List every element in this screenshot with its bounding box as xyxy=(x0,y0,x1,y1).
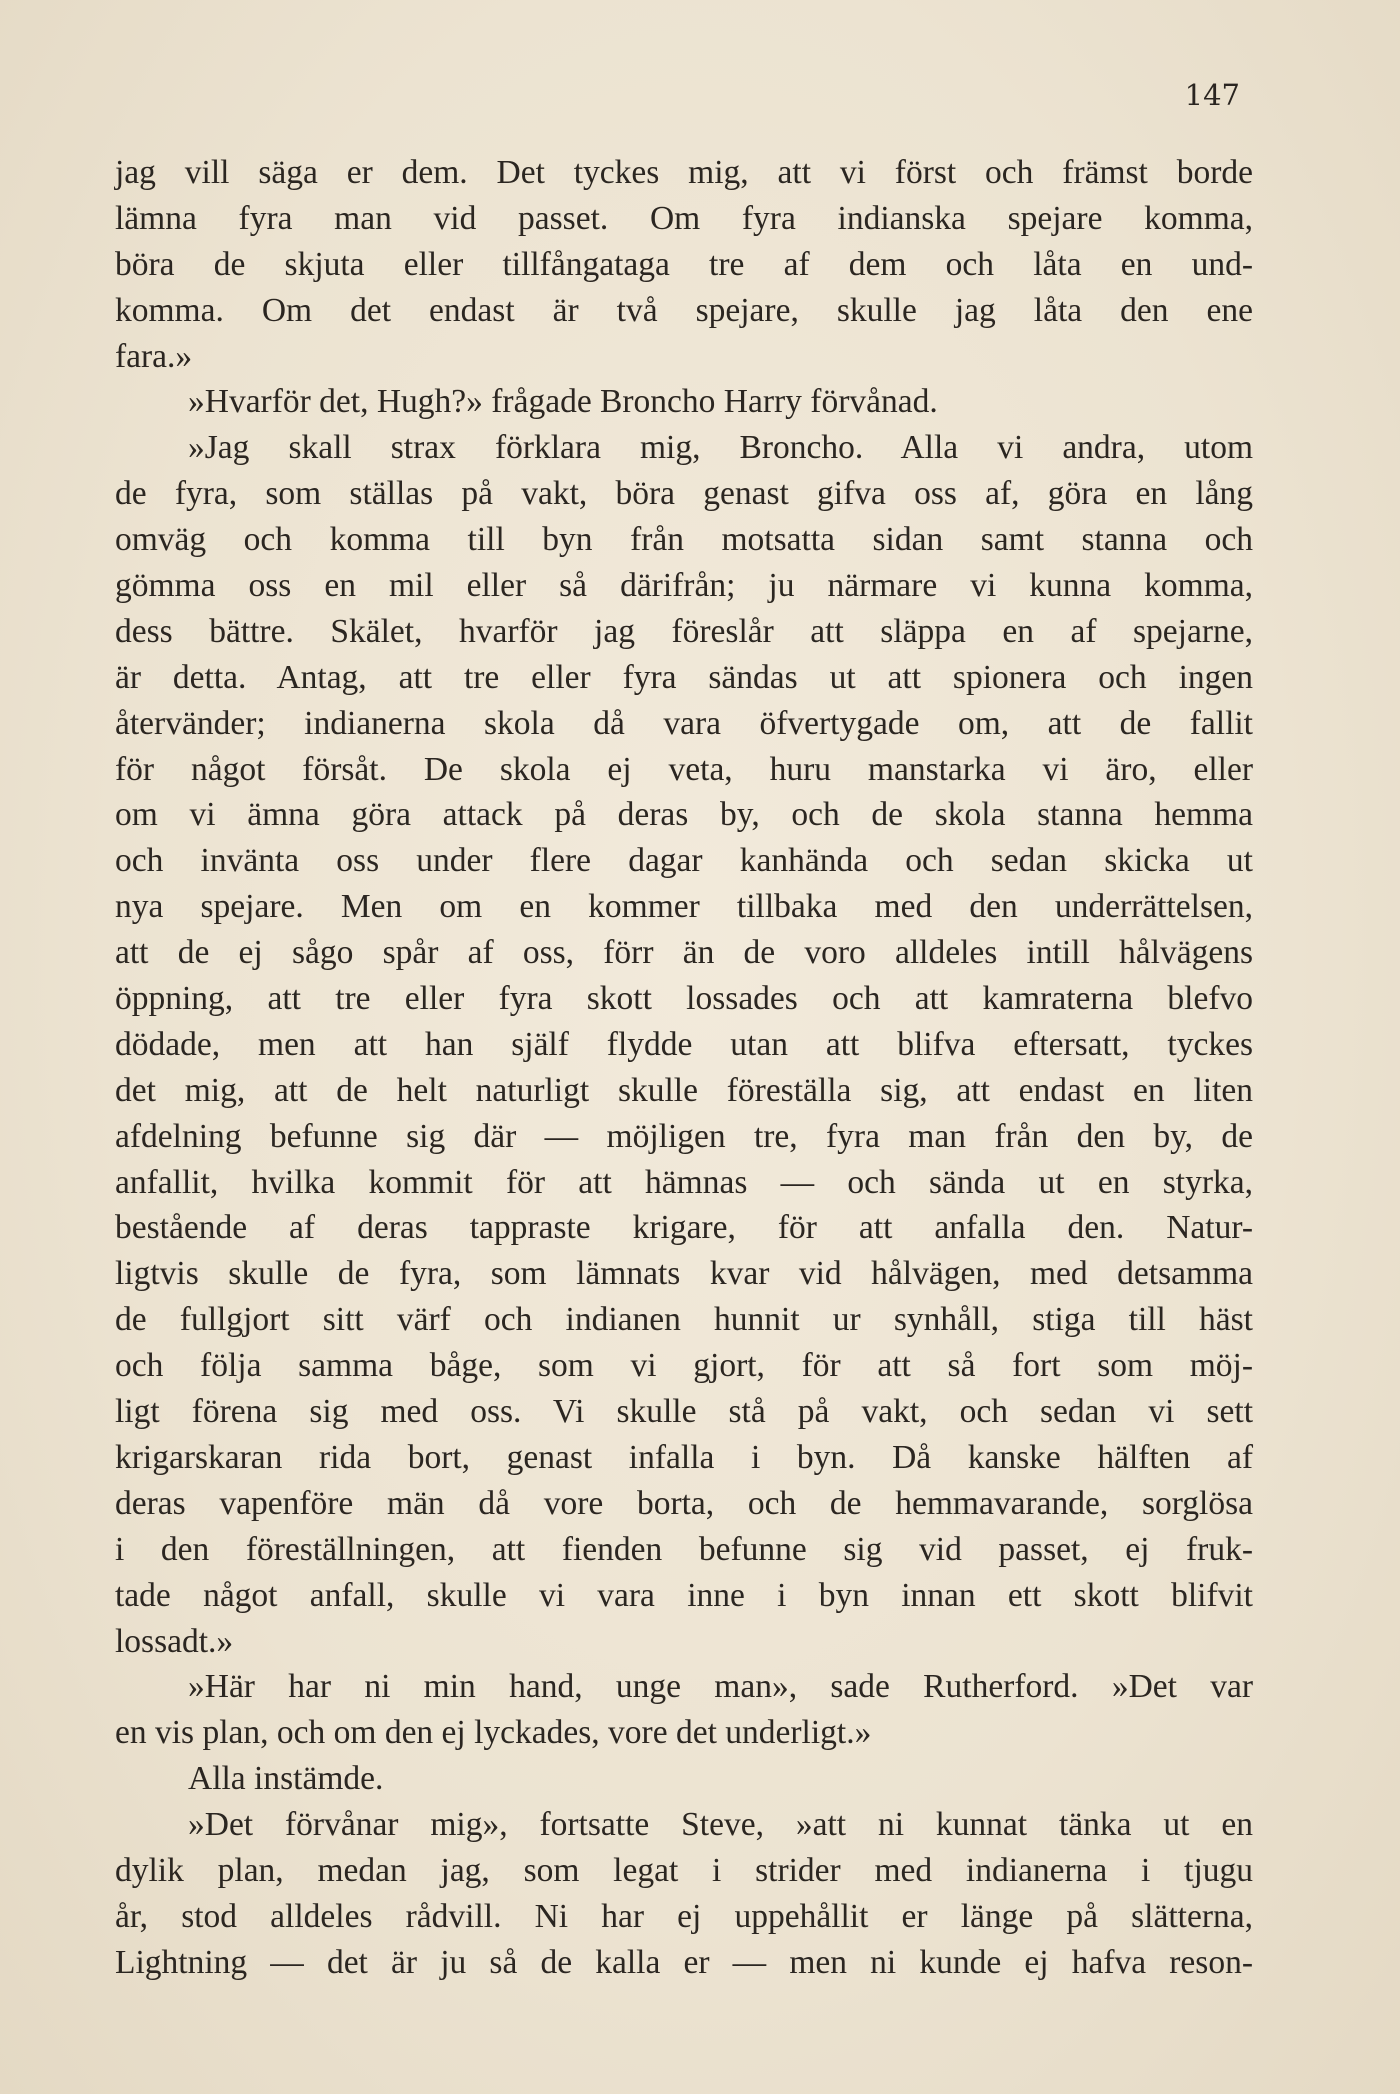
text-line: i den föreställningen, att fienden befunne sig vid passet, ej fruk- xyxy=(115,1530,1253,1568)
text-line: en vis plan, och om den ej lyckades, vore det underligt.» xyxy=(115,1714,872,1752)
text-line: om vi ämna göra attack på deras by, och de skola stanna hemma xyxy=(115,796,1253,834)
text-line: för något försåt. De skola ej veta, huru manstarka vi äro, eller xyxy=(115,750,1253,788)
text-line: dödade, men att han själf flydde utan att blifva eftersatt, tyckes xyxy=(115,1025,1253,1063)
text-line: anfallit, hvilka kommit för att hämnas — och sända ut en styrka, xyxy=(115,1163,1253,1201)
text-line: Alla instämde. xyxy=(188,1760,384,1798)
text-line: nya spejare. Men om en kommer tillbaka med den underrättelsen, xyxy=(115,888,1253,926)
text-line: bestående af deras tappraste krigare, för att anfalla den. Natur- xyxy=(115,1209,1253,1247)
text-line: gömma oss en mil eller så därifrån; ju närmare vi kunna komma, xyxy=(115,567,1253,605)
text-line: och invänta oss under flere dagar kanhända och sedan skicka ut xyxy=(115,842,1253,880)
text-line: »Jag skall strax förklara mig, Broncho. Alla vi andra, utom xyxy=(188,429,1253,467)
text-line: ligtvis skulle de fyra, som lämnats kvar vid hålvägen, med detsamma xyxy=(115,1255,1253,1293)
text-line: »Det förvånar mig», fortsatte Steve, »att ni kunnat tänka ut en xyxy=(188,1806,1253,1844)
text-line: Lightning — det är ju så de kalla er — men ni kunde ej hafva reson- xyxy=(115,1943,1253,1981)
text-line: lämna fyra man vid passet. Om fyra indianska spejare komma, xyxy=(115,199,1253,237)
page-number: 147 xyxy=(1184,78,1240,112)
text-line: »Här har ni min hand, unge man», sade Rutherford. »Det var xyxy=(188,1668,1253,1706)
text-line: fara.» xyxy=(115,337,193,375)
text-line: deras vapenföre män då vore borta, och de hemmavarande, sorglösa xyxy=(115,1484,1253,1522)
text-line: ligt förena sig med oss. Vi skulle stå på vakt, och sedan vi sett xyxy=(115,1393,1253,1431)
text-line: är detta. Antag, att tre eller fyra sändas ut att spionera och ingen xyxy=(115,658,1253,696)
text-line: de fullgjort sitt värf och indianen hunnit ur synhåll, stiga till häst xyxy=(115,1301,1253,1339)
text-line: böra de skjuta eller tillfångataga tre af dem och låta en und- xyxy=(115,245,1253,283)
text-line: dylik plan, medan jag, som legat i strider med indianerna i tjugu xyxy=(115,1851,1253,1889)
text-line: komma. Om det endast är två spejare, skulle jag låta den ene xyxy=(115,291,1253,329)
text-line: de fyra, som ställas på vakt, böra genast gifva oss af, göra en lång xyxy=(115,475,1253,513)
text-line: att de ej sågo spår af oss, förr än de voro alldeles intill hålvägens xyxy=(115,934,1253,972)
text-line: tade något anfall, skulle vi vara inne i byn innan ett skott blifvit xyxy=(115,1576,1253,1614)
text-line: lossadt.» xyxy=(115,1622,234,1660)
text-line: dess bättre. Skälet, hvarför jag föreslår att släppa en af spejarne, xyxy=(115,612,1253,650)
text-line: afdelning befunne sig där — möjligen tre, fyra man från den by, de xyxy=(115,1117,1253,1155)
text-line: det mig, att de helt naturligt skulle föreställa sig, att endast en liten xyxy=(115,1071,1253,1109)
text-line: år, stod alldeles rådvill. Ni har ej uppehållit er länge på slätterna, xyxy=(115,1897,1253,1935)
text-line: krigarskaran rida bort, genast infalla i byn. Då kanske hälften af xyxy=(115,1438,1253,1476)
text-line: öppning, att tre eller fyra skott lossades och att kamraterna blefvo xyxy=(115,980,1253,1018)
text-line: och följa samma båge, som vi gjort, för att så fort som möj- xyxy=(115,1347,1253,1385)
text-line: »Hvarför det, Hugh?» frågade Broncho Harry förvånad. xyxy=(188,383,938,421)
body-text xyxy=(115,150,1253,1986)
text-line: återvänder; indianerna skola då vara öfvertygade om, att de fallit xyxy=(115,704,1253,742)
text-line: omväg och komma till byn från motsatta sidan samt stanna och xyxy=(115,521,1253,559)
text-line: jag vill säga er dem. Det tyckes mig, att vi först och främst borde xyxy=(115,154,1253,191)
